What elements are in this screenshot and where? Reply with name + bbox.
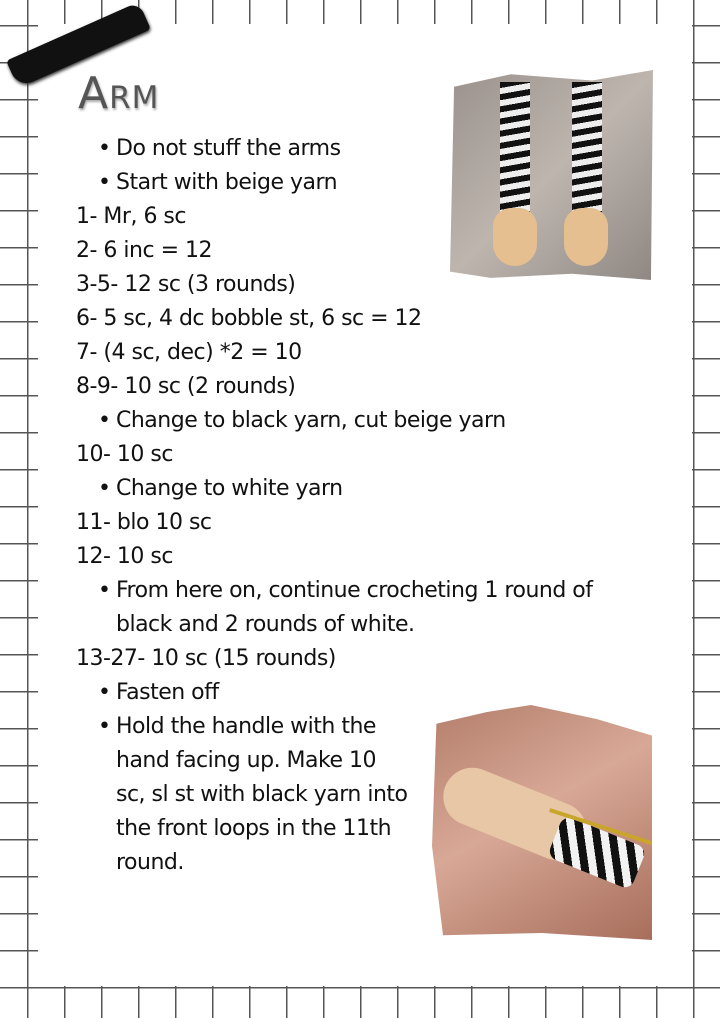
line-text: 12- 10 sc: [76, 544, 173, 569]
round-instruction: [76, 234, 676, 268]
round-instruction: [76, 336, 676, 370]
line-text: the front loops in the 11th: [116, 816, 392, 841]
bullet-icon: •: [98, 578, 111, 603]
bullet-note: [76, 676, 676, 710]
line-text: 8-9- 10 sc (2 rounds): [76, 374, 296, 399]
bullet-note: [76, 574, 676, 608]
line-text: Start with beige yarn: [116, 170, 338, 195]
bullet-note: [76, 166, 676, 200]
crochet-step-photo: [432, 705, 652, 940]
line-text: round.: [116, 850, 184, 875]
round-instruction: [76, 438, 676, 472]
line-text: 10- 10 sc: [76, 442, 173, 467]
round-instruction: [76, 200, 676, 234]
line-text: From here on, continue crocheting 1 round of: [116, 578, 593, 603]
line-text: sc, sl st with black yarn into: [116, 782, 408, 807]
line-text: 6- 5 sc, 4 dc bobble st, 6 sc = 12: [76, 306, 422, 331]
round-instruction: [76, 506, 676, 540]
line-text: Change to white yarn: [116, 476, 343, 501]
round-instruction: [76, 370, 676, 404]
bullet-note: [76, 132, 676, 166]
line-text: hand facing up. Make 10: [116, 748, 376, 773]
line-text: 1- Mr, 6 sc: [76, 204, 186, 229]
line-text: 3-5- 12 sc (3 rounds): [76, 272, 296, 297]
round-instruction: [76, 642, 676, 676]
bullet-icon: •: [98, 714, 111, 739]
line-text: 13-27- 10 sc (15 rounds): [76, 646, 336, 671]
bullet-note: [76, 472, 676, 506]
round-instruction: [76, 268, 676, 302]
line-text: 7- (4 sc, dec) *2 = 10: [76, 340, 302, 365]
round-instruction: [76, 540, 676, 574]
bullet-icon: •: [98, 136, 111, 161]
bullet-icon: •: [98, 170, 111, 195]
line-text: Do not stuff the arms: [116, 136, 341, 161]
line-text: Change to black yarn, cut beige yarn: [116, 408, 506, 433]
line-text: 2- 6 inc = 12: [76, 238, 212, 263]
line-text: Hold the handle with the: [116, 714, 376, 739]
line-text: Fasten off: [116, 680, 219, 705]
bullet-note: [76, 404, 676, 438]
line-text: 11- blo 10 sc: [76, 510, 212, 535]
round-instruction: [76, 302, 676, 336]
bullet-icon: •: [98, 408, 111, 433]
line-text: black and 2 rounds of white.: [116, 612, 415, 637]
note-continuation: [76, 608, 676, 642]
bullet-icon: •: [98, 476, 111, 501]
page-title: Arm: [78, 68, 160, 119]
bullet-icon: •: [98, 680, 111, 705]
